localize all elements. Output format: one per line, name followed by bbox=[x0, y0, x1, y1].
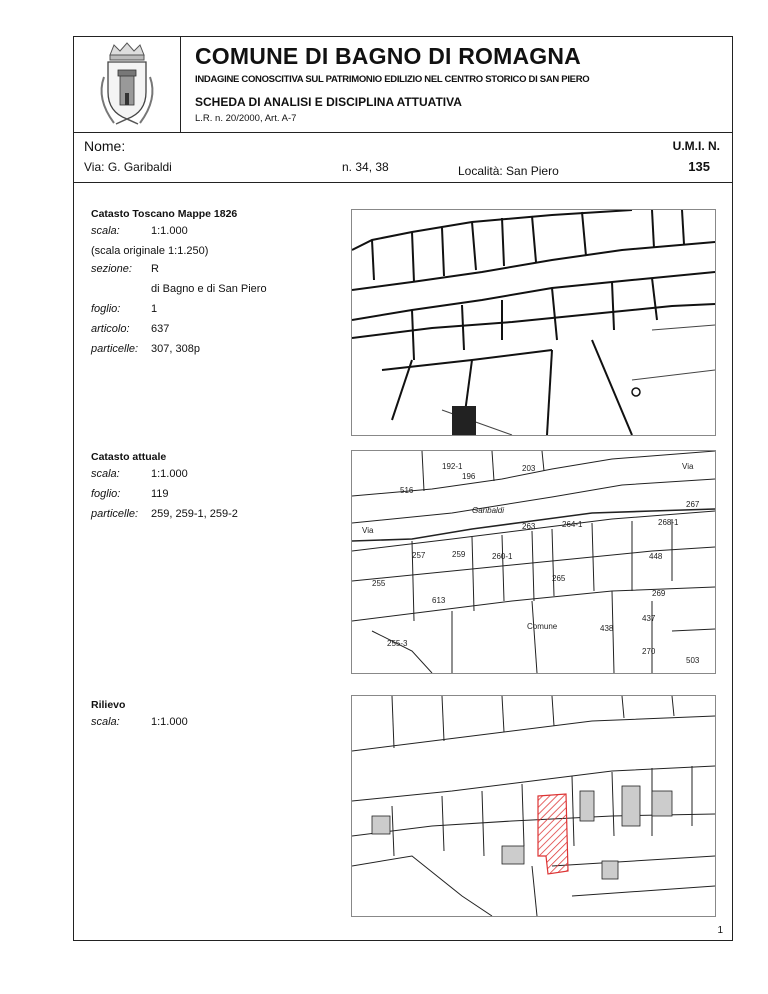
rilievo-section bbox=[91, 699, 188, 736]
articolo-value: 637 bbox=[151, 323, 170, 335]
svg-text:448: 448 bbox=[649, 552, 663, 561]
header bbox=[74, 37, 732, 133]
svg-text:264-1: 264-1 bbox=[562, 520, 583, 529]
scala-originale: (scala originale 1:1.250) bbox=[91, 245, 209, 257]
civic-number-field bbox=[342, 160, 389, 174]
page-number: 1 bbox=[717, 925, 723, 936]
svg-text:255: 255 bbox=[372, 579, 386, 588]
svg-text:437: 437 bbox=[642, 614, 656, 623]
law-reference: L.R. n. 20/2000, Art. A-7 bbox=[195, 113, 297, 124]
highlighted-building bbox=[538, 794, 568, 874]
articolo-label: articolo: bbox=[91, 323, 130, 335]
scala-value-3: 1:1.000 bbox=[151, 716, 188, 728]
foglio-label-2: foglio: bbox=[91, 488, 121, 500]
svg-text:Comune: Comune bbox=[527, 622, 558, 631]
scala-label-2: scala: bbox=[91, 468, 120, 480]
via-value: G. Garibaldi bbox=[107, 160, 172, 174]
loc-value: San Piero bbox=[506, 164, 559, 178]
scala-label: scala: bbox=[91, 225, 120, 237]
map-catasto-attuale bbox=[351, 450, 716, 674]
svg-text:270: 270 bbox=[642, 647, 656, 656]
rilievo-heading: Rilievo bbox=[91, 699, 126, 711]
svg-text:516: 516 bbox=[400, 486, 414, 495]
foglio-value: 1 bbox=[151, 303, 158, 315]
nome-label: Nome: bbox=[84, 138, 126, 154]
map-catasto-toscano bbox=[351, 209, 716, 436]
svg-text:503: 503 bbox=[686, 656, 700, 665]
catasto-toscano-heading: Catasto Toscano Mappe 1826 bbox=[91, 208, 238, 220]
svg-text:203: 203 bbox=[522, 464, 536, 473]
particelle-label: particelle: bbox=[91, 343, 139, 355]
sezione-value: R bbox=[151, 263, 159, 275]
num-label: n. bbox=[342, 160, 353, 174]
coat-of-arms bbox=[74, 37, 181, 132]
svg-text:257: 257 bbox=[412, 551, 426, 560]
sezione-label: sezione: bbox=[91, 263, 132, 275]
foglio-label: foglio: bbox=[91, 303, 121, 315]
svg-text:265: 265 bbox=[552, 574, 566, 583]
svg-text:Via: Via bbox=[682, 462, 694, 471]
catasto-toscano-section bbox=[91, 208, 267, 363]
info-row bbox=[74, 132, 732, 183]
localita-field bbox=[458, 164, 559, 178]
svg-text:260-1: 260-1 bbox=[492, 552, 513, 561]
sezione-desc: di Bagno e di San Piero bbox=[151, 283, 267, 295]
scala-value-2: 1:1.000 bbox=[151, 468, 188, 480]
svg-text:269: 269 bbox=[652, 589, 666, 598]
umi-label: U.M.I. N. bbox=[672, 139, 720, 153]
via-label: Via: bbox=[84, 160, 105, 174]
svg-text:196: 196 bbox=[462, 472, 476, 481]
particelle-value: 307, 308p bbox=[151, 343, 200, 355]
page-frame bbox=[73, 36, 733, 941]
umi-value: 135 bbox=[688, 159, 710, 174]
particelle-value-2: 259, 259-1, 259-2 bbox=[151, 508, 238, 520]
svg-text:613: 613 bbox=[432, 596, 446, 605]
num-value: 34, 38 bbox=[355, 160, 389, 174]
foglio-value-2: 119 bbox=[151, 488, 169, 500]
particelle-label-2: particelle: bbox=[91, 508, 139, 520]
map-rilievo bbox=[351, 695, 716, 917]
svg-text:255-3: 255-3 bbox=[387, 639, 408, 648]
page-subtitle: INDAGINE CONOSCITIVA SUL PATRIMONIO EDILIZIO NEL CENTRO STORICO DI SAN PIERO bbox=[195, 74, 590, 85]
svg-text:438: 438 bbox=[600, 624, 614, 633]
catasto-attuale-section bbox=[91, 451, 238, 528]
loc-label: Località: bbox=[458, 164, 503, 178]
scheda-title: SCHEDA DI ANALISI E DISCIPLINA ATTUATIVA bbox=[195, 95, 462, 109]
svg-text:259: 259 bbox=[452, 550, 466, 559]
svg-text:263: 263 bbox=[522, 522, 536, 531]
page-title: COMUNE DI BAGNO DI ROMAGNA bbox=[195, 43, 581, 69]
catasto-attuale-heading: Catasto attuale bbox=[91, 451, 167, 463]
svg-text:192-1: 192-1 bbox=[442, 462, 463, 471]
scala-label-3: scala: bbox=[91, 716, 120, 728]
scala-value: 1:1.000 bbox=[151, 225, 188, 237]
svg-text:Garibaldi: Garibaldi bbox=[472, 506, 505, 515]
svg-text:268-1: 268-1 bbox=[658, 518, 679, 527]
svg-text:267: 267 bbox=[686, 500, 700, 509]
via-field bbox=[84, 160, 172, 174]
svg-text:Via: Via bbox=[362, 526, 374, 535]
